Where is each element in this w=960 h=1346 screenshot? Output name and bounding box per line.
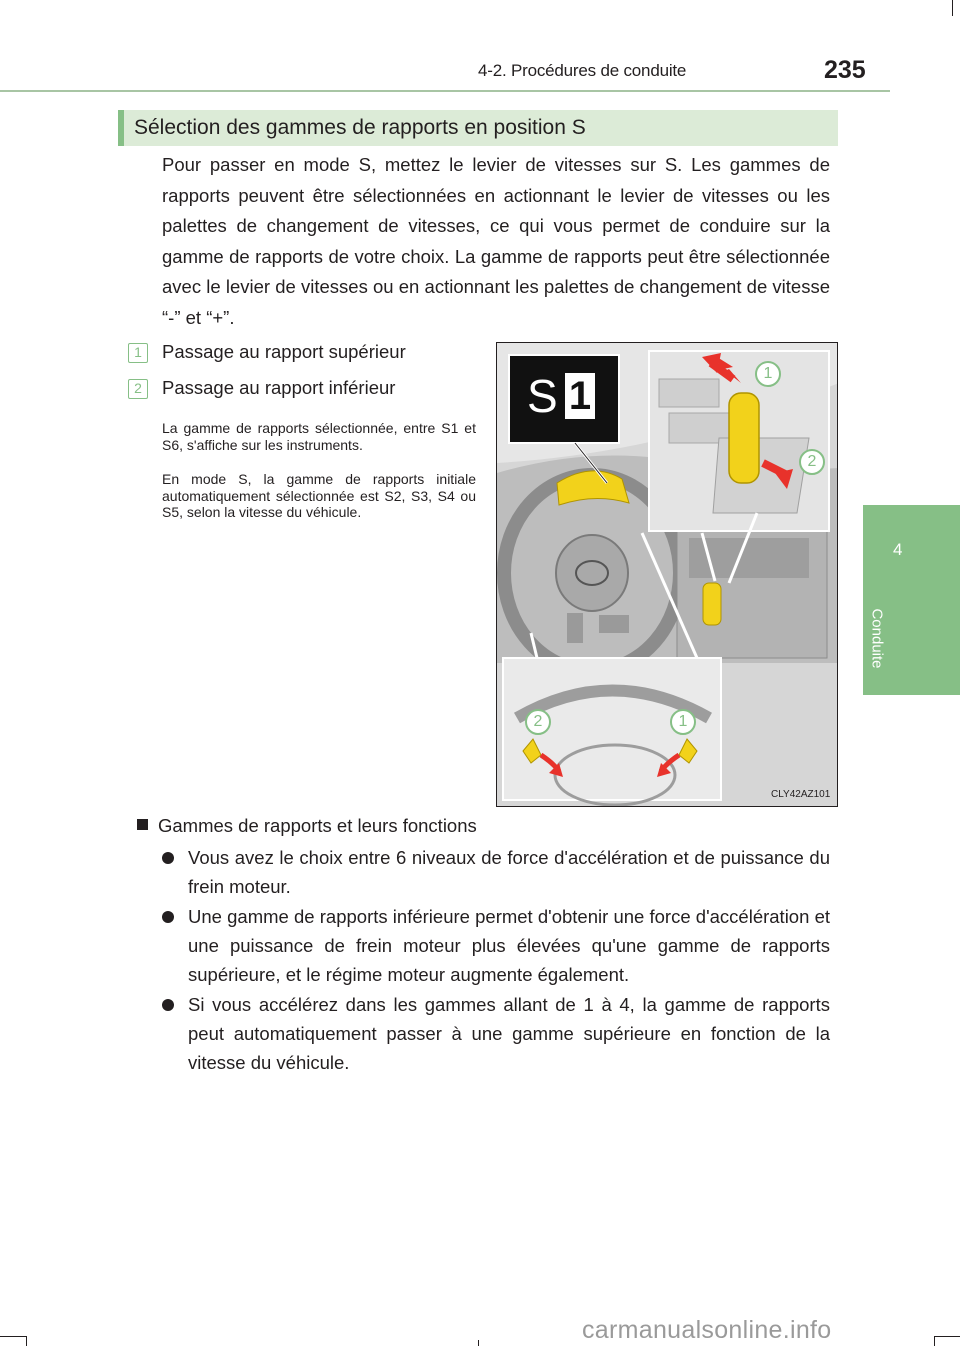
section-heading bbox=[118, 110, 838, 146]
chapter-label-container bbox=[868, 580, 925, 700]
intro-paragraph: Pour passer en mode S, mettez le levier de vitesses sur S. Les gammes de rapports peuvent être sélectionnées en actionnant le levier de vitesses ou les palettes de changement de vitesses, ce qui vous permet de conduire sur la gamme de rapports de votre choix. La gamme de rapports peut être sélectionnée avec le levier de vitesses ou en actionnant les palettes de changement de vitesse “-” et “+”. bbox=[162, 154, 830, 328]
display-gear-number: 1 bbox=[565, 373, 595, 419]
callout-1-shifter: 1 bbox=[755, 361, 781, 387]
crop-mark bbox=[478, 1340, 479, 1346]
page-number: 235 bbox=[824, 56, 866, 84]
bullet-dot-icon bbox=[162, 852, 174, 864]
square-bullet-icon bbox=[137, 819, 148, 830]
list-item bbox=[162, 902, 830, 989]
step-number: 2 bbox=[128, 379, 148, 399]
list-item-text: Si vous accélérez dans les gammes allant de 1 à 4, la gamme de rapports peut automatiquement passer à une gamme supérieure en fonction de la vitesse du véhicule. bbox=[188, 994, 830, 1073]
step-label: Passage au rapport inférieur bbox=[162, 377, 396, 398]
subsection-title: Gammes de rapports et leurs fonctions bbox=[158, 815, 477, 836]
callout-2-shifter: 2 bbox=[799, 449, 825, 475]
callout-1-paddle: 1 bbox=[670, 709, 696, 735]
step-label: Passage au rapport supérieur bbox=[162, 341, 406, 362]
watermark: carmanualsonline.info bbox=[582, 1316, 832, 1344]
header-divider bbox=[0, 90, 890, 92]
section-path: 4-2. Procédures de conduite bbox=[478, 61, 687, 80]
chapter-label: Conduite bbox=[868, 608, 886, 669]
note-initial-gear: En mode S, la gamme de rapports initiale automatiquement sélectionnée est S2, S3, S4 ou S5, selon la vitesse du véhicule. bbox=[162, 471, 476, 520]
bullet-dot-icon bbox=[162, 911, 174, 923]
list-item bbox=[162, 843, 830, 901]
figure-code: CLY42AZ101 bbox=[771, 789, 831, 800]
crop-mark bbox=[0, 1336, 26, 1337]
list-item-text: Vous avez le choix entre 6 niveaux de force d'accélération et de puissance du frein moteur. bbox=[188, 847, 830, 897]
step-number: 1 bbox=[128, 343, 148, 363]
crop-mark bbox=[952, 0, 953, 16]
display-gear-letter: S bbox=[527, 370, 558, 422]
section-heading-bar bbox=[118, 110, 124, 146]
crop-mark bbox=[934, 1336, 935, 1346]
bullet-dot-icon bbox=[162, 999, 174, 1011]
shift-illustration bbox=[496, 342, 838, 807]
crop-mark bbox=[26, 1336, 27, 1346]
callout-2-paddle: 2 bbox=[525, 709, 551, 735]
crop-mark bbox=[934, 1336, 960, 1337]
list-item bbox=[162, 990, 830, 1077]
list-item-text: Une gamme de rapports inférieure permet d'obtenir une force d'accélération et une puissance de frein moteur plus élevées qu'une gamme de rapports supérieure, et le régime moteur augmente également. bbox=[188, 906, 830, 985]
chapter-number: 4 bbox=[893, 540, 903, 559]
section-title: Sélection des gammes de rapports en position S bbox=[134, 116, 586, 139]
note-gear-display: La gamme de rapports sélectionnée, entre S1 et S6, s'affiche sur les instruments. bbox=[162, 420, 476, 453]
subsection-heading bbox=[137, 815, 477, 837]
